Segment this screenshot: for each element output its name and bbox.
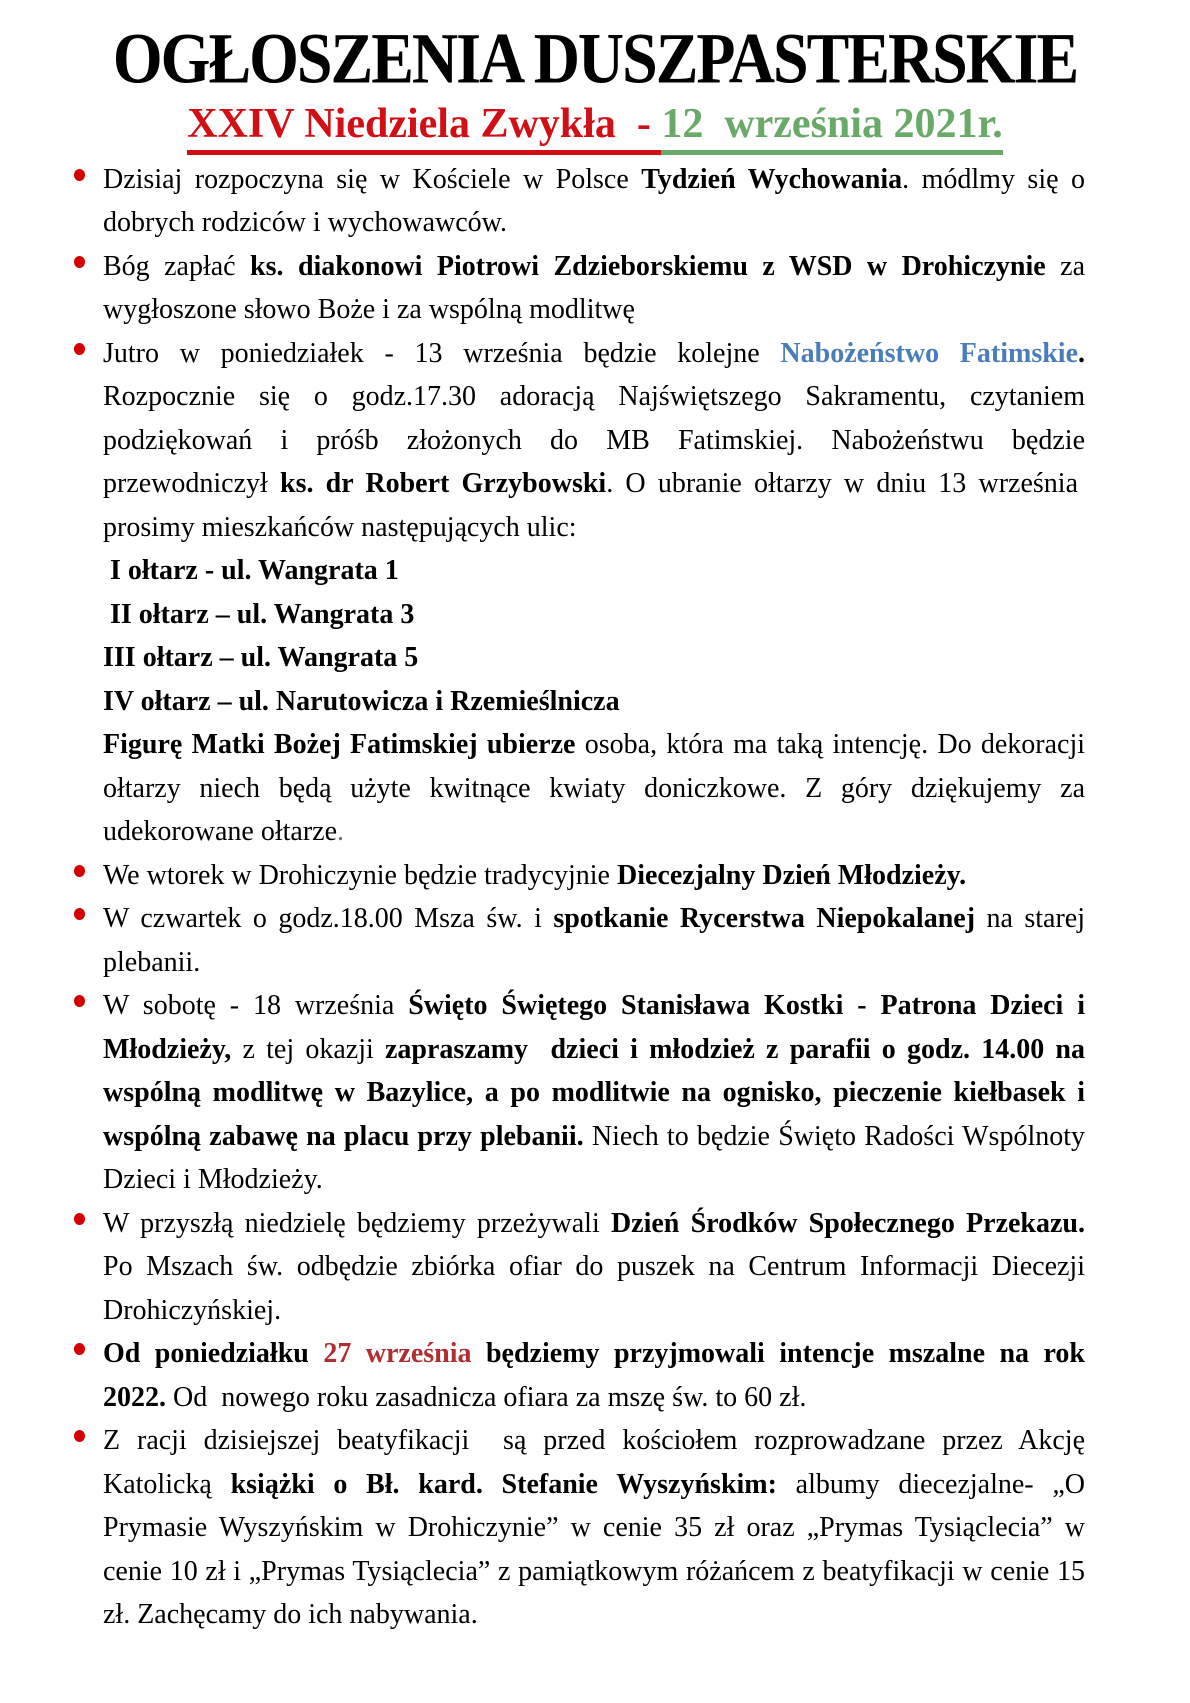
bullet-dot-icon [74,1430,85,1442]
announcement-sub-line [103,636,1085,680]
announcement-text-run: albumy diecezjalne- „O Prymasie Wyszyńskim w Drohiczynie” w cenie 35 zł oraz „Prymas Tysiąclecia” w cenie 10 zł i „Prymas Tysiąclecia” z pamiątkowym różańcem z beatyfikacji w cenie 15 zł. Zachęcamy do ich nabywania. [103,1468,1085,1631]
announcement-item [103,854,1085,898]
announcement-text-run: ks. diakonowi Piotrowi Zdzieborskiemu z WSD w Drohiczynie [250,250,1046,282]
announcement-sub-line [103,593,1085,637]
bullet-dot-icon [74,908,85,920]
announcement-text-run: W czwartek o godz.18.00 Msza św. i [103,903,554,935]
announcement-text-run: Z racji dzisiejszej beatyfikacji są przed kościołem rozprowadzane przez Akcję Katolicką [103,1425,1085,1500]
bullet-dot-icon [74,865,85,877]
announcement-sub-line [103,549,1085,593]
announcement-text-run: Rozpocznie się o godz.17.30 adoracją Najświętszego Sakramentu, czytaniem podziękowań i próśb złożonych do MB Fatimskiej. Nabożeństwu będzie przewodniczył [103,381,1085,500]
announcement-text-run: Święto Świętego Stanisława Kostki - Patrona Dzieci i Młodzieży, [103,990,1085,1065]
announcement-text-run: osoba, która ma taką intencję. Do dekoracji ołtarzy niech będą użyte kwitnące kwiaty doniczkowe. Z góry dziękujemy za udekorowane ołtarze [103,729,1085,848]
announcement-item [103,245,1085,332]
announcement-text-run: W sobotę - 18 września [103,990,409,1022]
bullet-dot-icon [74,256,85,268]
announcement-text-run: Dzień Środków Społecznego Przekazu. [610,1207,1085,1239]
announcement-item [103,332,1085,550]
announcement-text-run: będziemy przyjmowali intencje mszalne na rok 2022. [103,1338,1085,1413]
announcement-text-run: Diecezjalny Dzień Młodzieży. [616,859,967,891]
announcement-item [103,1332,1085,1419]
bullet-dot-icon [74,1343,85,1355]
announcement-text-run: We wtorek w Drohiczynie będzie tradycyjnie [103,859,617,891]
announcement-text-run: Jutro w poniedziałek - 13 września będzie kolejne [103,337,781,369]
bullet-dot-icon [74,169,85,181]
announcement-item [103,984,1085,1202]
announcement-text-run: ks. dr Robert Grzybowski [280,468,607,500]
announcement-text-run: na starej plebanii. [103,903,1086,978]
announcement-sub-line [103,723,1085,854]
announcement-text-run: Figurę Matki Bożej Fatimskiej ubierze [103,729,576,761]
announcement-text-run: z tej okazji [231,1033,385,1065]
announcement-text-run: Po Mszach św. odbędzie zbiórka ofiar do puszek na Centrum Informacji Diecezji Drohiczyńskiej. [103,1251,1085,1326]
announcement-text-run: . [1078,337,1086,369]
bullet-dot-icon [74,343,85,355]
announcement-text-run: I ołtarz - ul. Wangrata 1 [103,555,399,587]
page-title: OGŁOSZENIA DUSZPASTERSKIE [112,18,1078,99]
announcement-text-run: Od nowego roku zasadnicza ofiara za mszę św. to 60 zł. [166,1381,807,1413]
announcement-text-run: Nabożeństwo Fatimskie [780,337,1079,369]
announcement-text-run: książki o Bł. kard. Stefanie Wyszyńskim: [230,1468,777,1500]
bullet-dot-icon [74,995,85,1007]
announcement-text-run: Dzisiaj rozpoczyna się w Kościele w Polsce [103,163,642,195]
announcement-text-run: Bóg zapłać [103,250,251,282]
announcement-text-run: . [337,816,344,848]
announcement-text-run: III ołtarz – ul. Wangrata 5 [103,642,419,674]
announcement-text-run: zapraszamy dzieci i młodzież z parafii o godz. 14.00 na wspólną modlitwę w Bazylice, a po modlitwie na ognisko, pieczenie kiełbasek i wspólną zabawę na placu przy plebanii. [103,1033,1086,1152]
announcement-item [103,1419,1085,1637]
announcement-text-run: II ołtarz – ul. Wangrata 3 [103,598,415,630]
announcement-text-run: spotkanie Rycerstwa Niepokalanej [553,903,976,935]
announcement-text-run: za wygłoszone słowo Boże i za wspólną modlitwę [103,250,1085,326]
bullet-dot-icon [74,1213,85,1225]
announcement-text-run: Niech to będzie Święto Radości Wspólnoty Dzieci i Młodzieży. [103,1120,1085,1196]
announcement-text-run: W przyszłą niedzielę będziemy przeżywali [103,1207,611,1239]
announcement-text-run: IV ołtarz – ul. Narutowicza i Rzemieślnicza [103,685,620,717]
subtitle-date: 12 września 2021r. [661,101,1002,155]
announcement-text-run: 27 września [323,1338,472,1370]
page-subtitle [0,100,1190,148]
announcement-item [103,1202,1085,1333]
announcement-text-run: Tydzień Wychowania [641,163,903,195]
announcement-text-run: . O ubranie ołtarzy w dniu 13 września prosimy mieszkańców następujących ulic: [103,468,1085,543]
subtitle-liturgical-sunday: XXIV Niedziela Zwykła - [187,101,661,155]
announcement-text-run: Od poniedziałku [103,1338,324,1370]
announcement-item [103,897,1085,984]
announcement-sub-line [103,680,1085,724]
announcements-list [0,158,1190,1637]
announcement-text-run: . módlmy się o dobrych rodziców i wychowawców. [103,163,1086,239]
parish-announcements-page [0,20,1190,1703]
announcement-item [103,158,1085,245]
